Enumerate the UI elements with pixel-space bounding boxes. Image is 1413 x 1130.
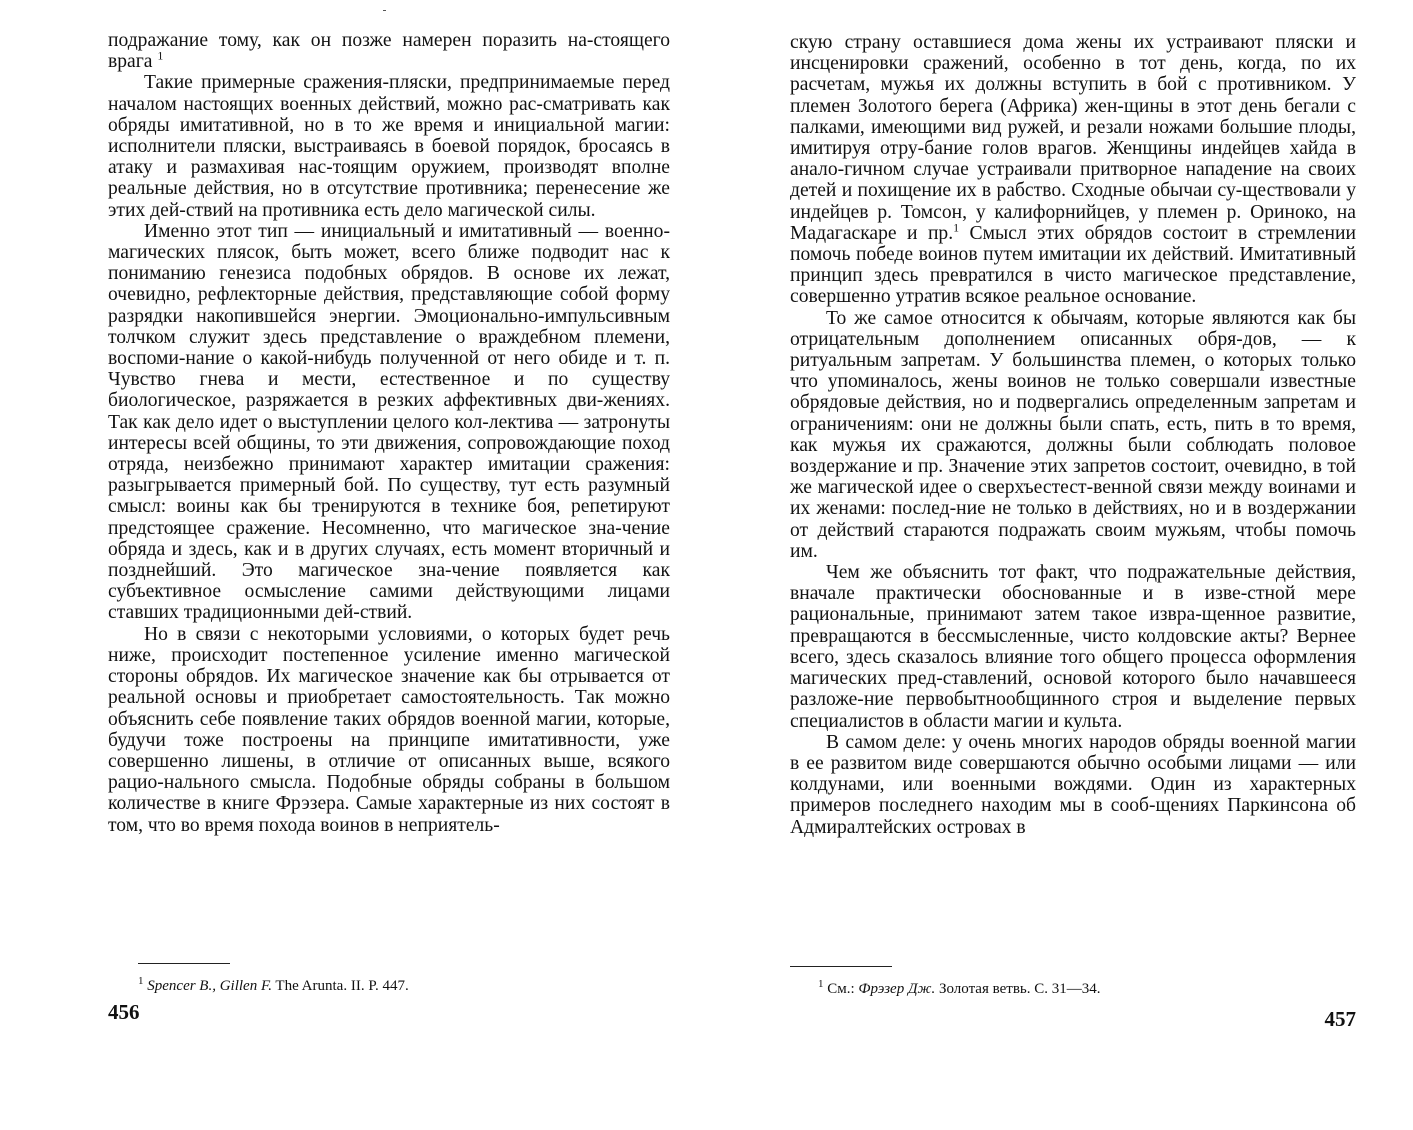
paragraph: То же самое относится к обычаям, которые являются как бы отрицательным дополнением описанных обря-дов, — к ритуальным запретам. У большинства племен, о которых только что упоминалось, жены воинов не только совершали известные обрядовые действия, но и подвергались определенным запретам и ограничениям: они не должны были спать, есть, пить в то время, как мужья их сражаются, должны были соблюдать половое воздержание и пр. Значение этих запретов состоит, очевидно, в той же магической идее о сверхъестест-венной связи между воинами и их женами: послед-ние не только в действиях, но и в воздержании от действий стараются подражать своим мужьям, чтобы помочь им. <box>790 307 1356 562</box>
footnote <box>138 972 409 995</box>
left-page <box>108 0 670 1130</box>
footnote <box>818 975 1101 998</box>
footnote-text: Золотая ветвь. С. 31—34. <box>935 981 1101 997</box>
footnote-authors: Фрэзер Дж. <box>858 981 936 997</box>
paragraph: подражание тому, как он позже намерен поразить на-стоящего врага $^1$ <box>108 30 670 73</box>
right-page-text <box>790 32 1356 838</box>
paragraph: Именно этот тип — инициальный и имитативный — военно-магических плясок, быть может, всего ближе подводит нас к пониманию генезиса подобных обрядов. В основе их лежат, очевидно, рефлекторные действия, представляющие собой форму разрядки накопившейся энергии. Эмоционально-импульсивным толчком служит здесь представление о враждебном племени, воспоми-нание о какой-нибудь полученной от него обиде и т. п. Чувство гнева и мести, естественное и по существу биологическое, разряжается в резких аффективных дви-жениях. Так как дело идет о выступлении целого кол-лектива — затронуты интересы всей общины, то эти движения, сопровождающие поход отряда, неизбежно принимают характер имитации сражения: разыгрывается примерный бой. По существу, тут есть разумный смысл: воины как бы тренируются в технике боя, репетируют предстоящее сражение. Несомненно, что магическое зна-чение обряда и здесь, как и в других случаях, есть момент вторичный и позднейший. Это магическое зна-чение появляется как субъективное осмысление самими действующими лицами ставших традиционными дей-ствий. <box>108 220 670 624</box>
footnote-number: 1 <box>138 975 144 987</box>
footnote-rule <box>790 966 892 967</box>
footnote-rule <box>138 963 230 964</box>
paragraph: скую страну оставшиеся дома жены их устраивают пляски и инсценировки сражений, особенно в тот день, когда, по их расчетам, мужья их должны вступить в бой с противником. У племен Золотого берега (Африка) жен-щины в этот день бегали с палками, имеющими вид ружей, и резали ножами большие плоды, имитируя отру-бание голов врагов. Женщины индейцев хайда в анало-гичном случае устраивали притворное нападение на своих детей и похищение их в рабство. Сходные обычаи су-ществовали у индейцев р. Томсон, у калифорнийцев, у племен р. Ориноко, на Мадагаскаре и пр.$^1$ Смысл этих обрядов состоит в стремлении помочь победе воинов путем имитации их действий. Имитативный принцип здесь превратился в чисто магическое представление, совершенно утратив всякое реальное основание. <box>790 32 1357 308</box>
footnote-number: 1 <box>818 978 824 990</box>
footnote-prefix: См.: <box>827 981 859 997</box>
paragraph: Такие примерные сражения-пляски, предпринимаемые перед началом настоящих военных действий, можно рас-сматривать как обряды имитативной, но в то же время и инициальной магии: исполнители пляски, выстраиваясь в боевой порядок, бросаясь в атаку и размахивая нас-тоящим оружием, производят вполне реальные действия, но в отсутствие противника; перенесение же этих дей-ствий на противника есть дело магической силы. <box>108 72 670 221</box>
footnote-mark: 1 <box>953 220 960 235</box>
footnote-authors: Spencer B., Gillen F. <box>147 978 272 994</box>
footnote-mark: 1 <box>157 48 164 63</box>
paragraph: Но в связи с некоторыми условиями, о которых будет речь ниже, происходит постепенное усиление именно магической стороны обрядов. Их магическое значение как бы отрывается от реальной основы и приобретает самостоятельность. Так можно объяснить себе появление таких обрядов военной магии, которые, будучи тоже построены на принципе имитативности, уже совершенно лишены, в отличие от описанных выше, всякого рацио-нального смысла. Подобные обряды собраны в большом количестве в книге Фрэзера. Самые характерные из них состоят в том, что во время похода воинов в неприятель- <box>108 623 670 836</box>
left-page-text <box>108 30 670 836</box>
paragraph: Чем же объяснить тот факт, что подражательные действия, вначале практически обоснованные и в изве-стной мере рациональные, принимают затем такое извра-щенное развитие, превращаются в бессмысленные, чисто колдовские акты? Вернее всего, здесь сказалось влияние того общего процесса оформления магических пред-ставлений, основой которого было начавшееся разложе-ние первобытнообщинного строя и выделение первых специалистов в области магии и культа. <box>790 562 1356 732</box>
footnote-text: The Arunta. II. P. 447. <box>271 978 409 994</box>
page-number: 456 <box>108 1000 140 1024</box>
paragraph: В самом деле: у очень многих народов обряды военной магии в ее развитом виде совершаются обычно особыми лицами — или колдунами, или военными вождями. Один из характерных примеров последнего находим мы в сооб-щениях Паркинсона об Адмиралтейских островах в <box>790 731 1356 838</box>
right-page <box>790 0 1356 1130</box>
page-number: 457 <box>1324 1007 1356 1031</box>
